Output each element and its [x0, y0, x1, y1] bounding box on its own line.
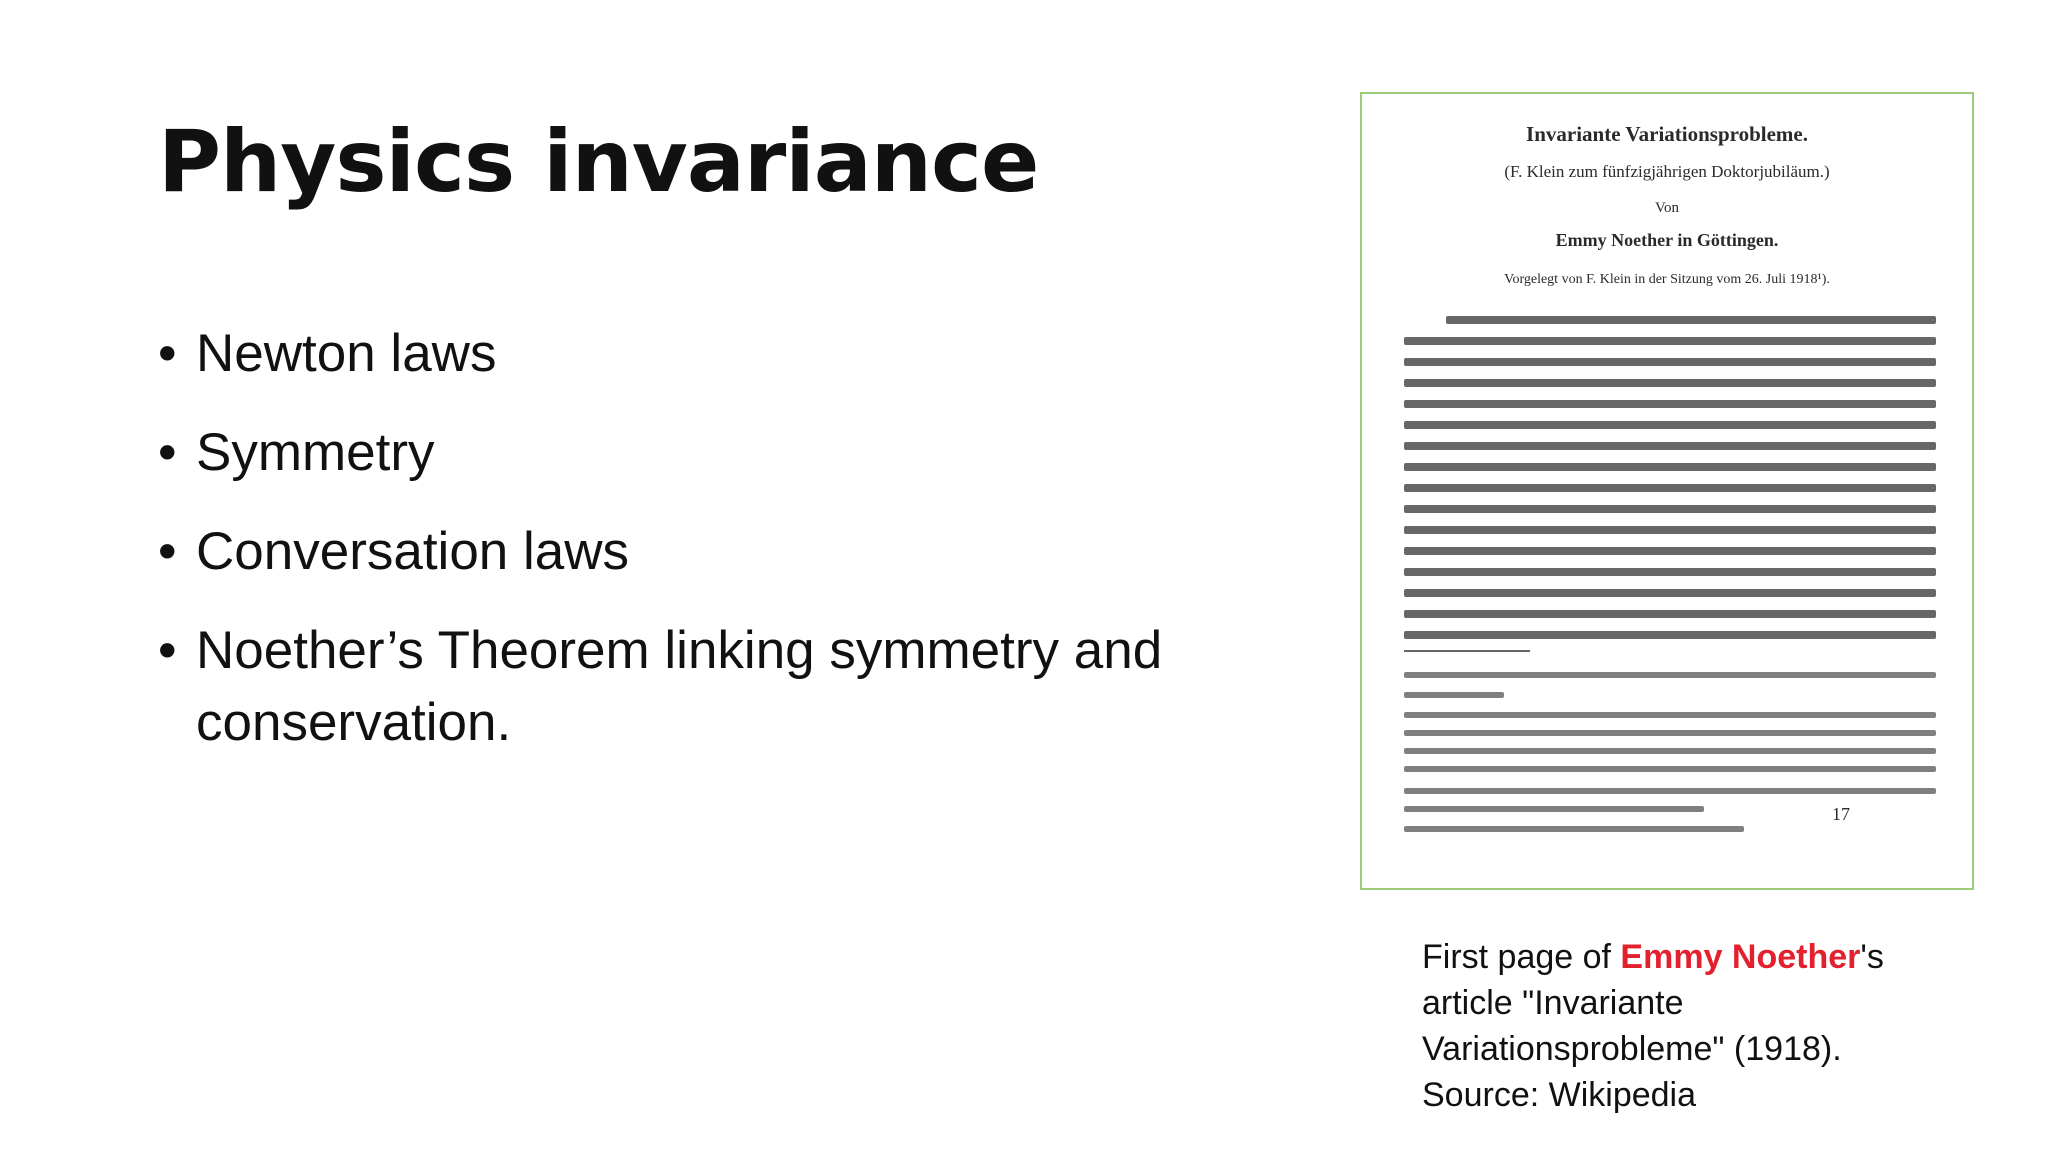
article-footnote-line: [1404, 672, 1936, 678]
article-footnote-line: [1404, 806, 1704, 812]
article-text-line: [1404, 589, 1936, 597]
bullet-item: [158, 516, 1238, 588]
article-page-number: 17: [1832, 804, 1850, 824]
article-subheading: (F. Klein zum fünfzigjährigen Doktorjubiläum.): [1504, 162, 1830, 181]
article-text-line: [1404, 526, 1936, 534]
article-footnote-line: [1404, 766, 1936, 772]
article-footnote-line: [1404, 748, 1936, 754]
article-author-line: Emmy Noether in Göttingen.: [1555, 230, 1779, 250]
bullet-list: [158, 318, 1238, 786]
article-text-line: [1404, 337, 1936, 345]
footnote-rule: [1404, 650, 1530, 652]
bullet-text: Noether’s Theorem linking symmetry and conservation.: [196, 621, 1163, 752]
bullet-item: [158, 615, 1238, 759]
article-von: Von: [1655, 200, 1679, 216]
bullet-text: Symmetry: [196, 423, 435, 482]
slide-title: Physics invariance: [158, 112, 1039, 212]
article-text-line: [1404, 379, 1936, 387]
article-footnote-line: [1404, 712, 1936, 718]
article-text-line: [1404, 610, 1936, 618]
article-text-line: [1404, 505, 1936, 513]
article-page-image: [1360, 92, 1974, 890]
article-footnote-line: [1404, 826, 1744, 832]
caption-middle: 's article "Invariante Variationsprobleme" (1918).: [1422, 938, 1884, 1068]
article-text-line: [1404, 568, 1936, 576]
bullet-text: Newton laws: [196, 324, 497, 383]
article-text-line: [1404, 442, 1936, 450]
article-text-line: [1404, 463, 1936, 471]
caption-prefix: First page of: [1422, 938, 1621, 976]
article-heading: Invariante Variationsprobleme.: [1526, 122, 1808, 146]
bullet-item: [158, 417, 1238, 489]
article-footnote-line: [1404, 692, 1504, 698]
article-footnote-line: [1404, 788, 1936, 794]
caption-source: Source: Wikipedia: [1422, 1076, 1697, 1114]
bullet-dot: •: [158, 324, 177, 383]
article-text-line: [1446, 316, 1936, 324]
bullet-text: Conversation laws: [196, 522, 630, 581]
article-text-line: [1404, 358, 1936, 366]
bullet-dot: •: [158, 522, 177, 581]
bullet-item: [158, 318, 1238, 390]
article-text-line: [1404, 631, 1936, 639]
bullet-dot: •: [158, 621, 177, 680]
article-text-line: [1404, 547, 1936, 555]
caption-author-link[interactable]: Emmy Noether: [1620, 938, 1861, 976]
bullet-dot: •: [158, 423, 177, 482]
article-text-line: [1404, 400, 1936, 408]
article-text-line: [1404, 484, 1936, 492]
article-text-line: [1404, 421, 1936, 429]
article-footnote-line: [1404, 730, 1936, 736]
image-caption: [1422, 934, 1982, 1118]
article-presented-line: Vorgelegt von F. Klein in der Sitzung vom 26. Juli 1918¹).: [1504, 272, 1830, 287]
